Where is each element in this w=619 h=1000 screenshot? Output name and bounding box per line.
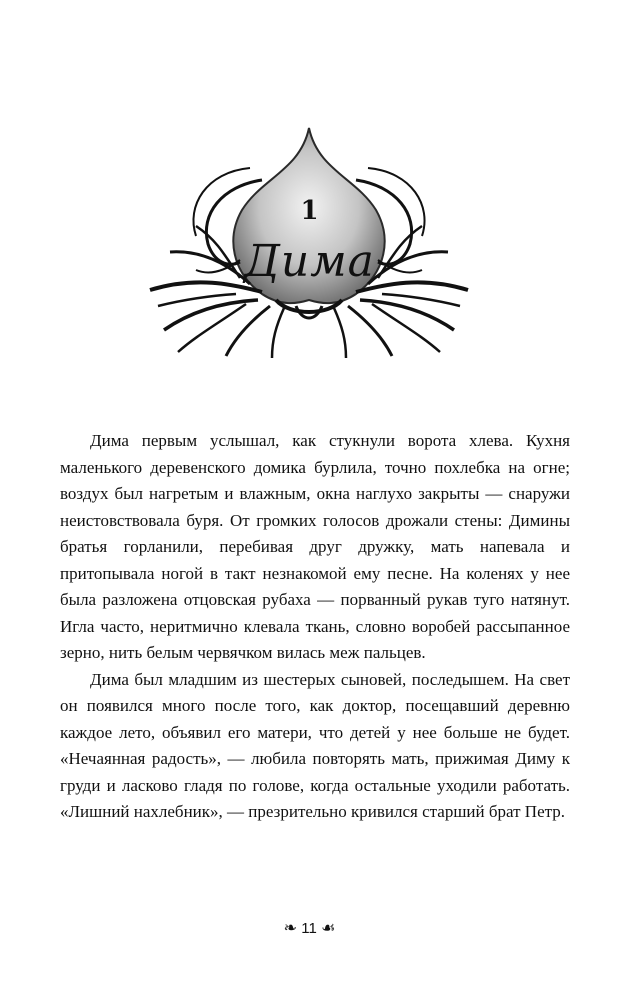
- page-footer: [0, 918, 619, 937]
- flourish-left-icon: ❧: [283, 918, 298, 937]
- flourish-right-icon: ☙: [320, 918, 336, 937]
- page-number: 11: [301, 920, 317, 937]
- paragraph: Дима был младшим из шестерых сыновей, последышем. На свет он появился много после того, как доктор, посещавший деревню каждое лето, объявил его матери, что детей у нее больше не будет. «Нечаянная радость», — любила повторять мать, прижимая Диму к груди и ласково гладя по голове, когда остальные уходили работать. «Лишний нахлебник», — презрительно кривился старший брат Петр.: [60, 669, 570, 821]
- chapter-number: 1: [300, 196, 319, 226]
- chapter-title: Дима: [244, 236, 375, 287]
- chapter-text: [60, 428, 570, 826]
- paragraph: Дима первым услышал, как стукнули ворота хлева. Кухня маленького деревенского домика бурлила, точно похлебка на огне; воздух был нагретым и влажным, окна наглухо закрыты — снаружи неистовствовала буря. От громких голосов дрожали стены: Димины братья горланили, перебивая друг дружку, мать напевала и притопывала ногой в такт незнакомой ему песне. На коленях у нее была разложена отцовская рубаха — порванный рукав туго натянут. Игла часто, неритмично клевала ткань, словно воробей рассыпанное зерно, нить белым червячком вилась меж пальцев.: [60, 431, 570, 662]
